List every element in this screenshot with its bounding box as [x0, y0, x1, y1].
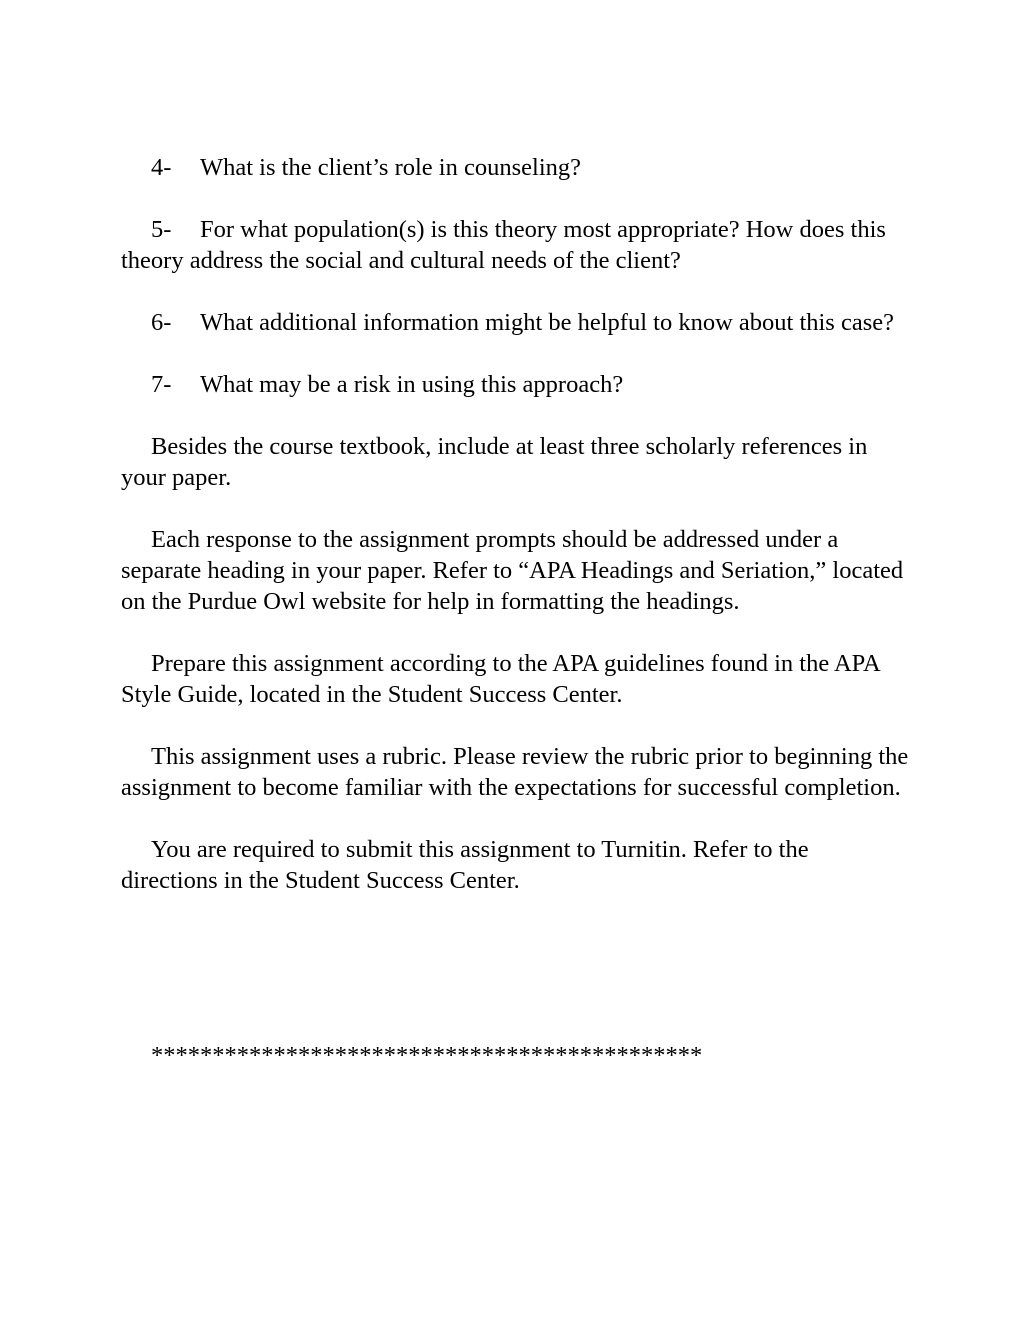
question-number: 6- — [151, 309, 172, 336]
question-item — [121, 307, 911, 338]
question-number: 7- — [151, 371, 172, 398]
separator-line: ********************************************* — [151, 1042, 703, 1069]
question-number: 4- — [151, 154, 172, 181]
rubric-paragraph: This assignment uses a rubric. Please review the rubric prior to beginning the assignment to become familiar with the expectations for successful completion. — [121, 743, 909, 801]
question-item — [121, 369, 911, 400]
question-item — [121, 152, 911, 183]
question-item — [121, 214, 911, 276]
question-number: 5- — [151, 216, 172, 243]
turnitin-paragraph: You are required to submit this assignment to Turnitin. Refer to the directions in the Student Success Center. — [121, 836, 809, 894]
references-paragraph: Besides the course textbook, include at least three scholarly references in your paper. — [121, 433, 868, 491]
question-text: What additional information might be helpful to know about this case? — [200, 309, 895, 336]
document-body — [121, 152, 911, 927]
question-text: What may be a risk in using this approach? — [200, 371, 624, 398]
question-text: What is the client’s role in counseling? — [200, 154, 582, 181]
headings-paragraph: Each response to the assignment prompts should be addressed under a separate heading in your paper. Refer to “APA Headings and Seriation,” located on the Purdue Owl website for help in formatting the headings. — [121, 526, 904, 615]
apa-guidelines-paragraph: Prepare this assignment according to the APA guidelines found in the APA Style Guide, located in the Student Success Center. — [121, 650, 880, 708]
question-text: For what population(s) is this theory most appropriate? How does this theory address the social and cultural needs of the client? — [121, 216, 886, 274]
